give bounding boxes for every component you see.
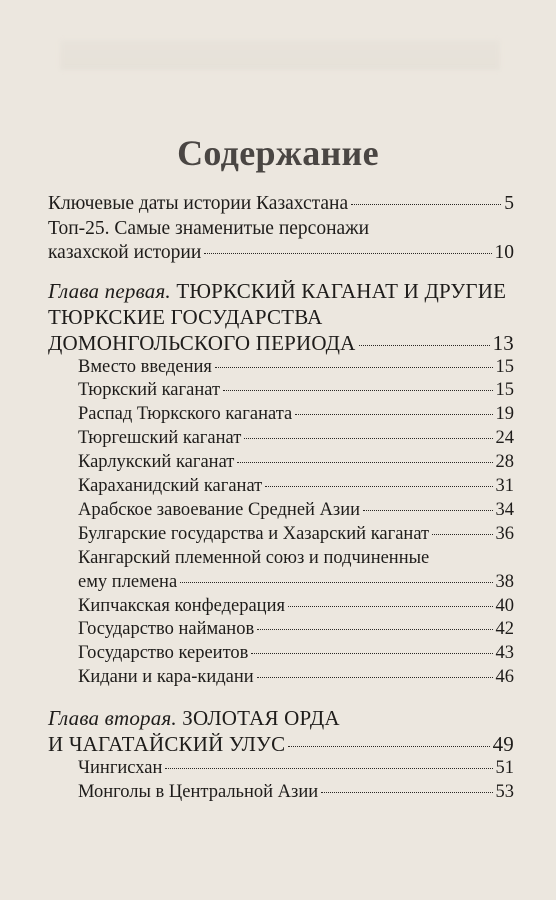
page-number: 40 [495,595,514,616]
page-number: 15 [495,380,514,401]
page-number: 51 [495,758,514,779]
toc-section-text: Тюркский каганат [78,380,221,401]
dot-leader [180,582,492,583]
toc-entry-key-dates[interactable] [48,192,514,217]
dot-leader [244,438,492,439]
toc-section-text: Арабское завоевание Средней Азии [78,499,361,520]
toc-section-text: Булгарские государства и Хазарский каганат [78,523,430,544]
toc-entry-chapter1[interactable] [48,330,514,356]
dot-leader [204,253,491,254]
page-number: 49 [492,732,514,757]
chapter1-title-line3: ДОМОНГОЛЬСКОГО ПЕРИОДА [48,330,356,355]
toc-section[interactable] [48,595,514,619]
toc-section[interactable] [48,356,514,380]
toc-entry-chapter2[interactable] [48,731,514,757]
page-number: 10 [494,242,514,263]
chapter1-title-line1: ТЮРКСКИЙ КАГАНАТ И ДРУГИЕ [170,278,507,303]
toc-section[interactable] [48,427,514,451]
toc-section-text: Кипчакская конфедерация [78,595,285,616]
toc-section-text: Государство кереитов [78,643,249,664]
toc-section[interactable] [48,475,514,499]
toc-section-text: Государство найманов [78,619,255,640]
dot-leader [165,768,492,769]
toc-entry-text: казахской истории [48,242,202,263]
chapter1-heading-line1[interactable] [48,278,514,304]
page-title: Содержание [177,133,379,173]
page-number: 36 [495,523,514,544]
toc-section-text: Тюргешский каганат [78,428,242,449]
toc-section-text: Кидани и кара-кидани [78,667,254,688]
toc-entry-top25-line1[interactable]: Топ-25. Самые знаменитые персонажи [48,217,370,239]
dot-leader [257,629,492,630]
dot-leader [251,653,492,654]
page-number: 19 [495,404,514,425]
dot-leader [321,792,492,793]
toc-section-text: Монголы в Центральной Азии [78,782,319,803]
chapter1-title-line2[interactable]: ТЮРКСКИЕ ГОСУДАРСТВА [48,304,323,329]
toc-section-text: ему племена [78,571,178,592]
toc-section[interactable] [48,642,514,666]
toc-section-text: Карлукский каганат [78,452,235,473]
dot-leader [363,510,492,511]
chapter2-label: Глава вторая. [48,706,177,731]
toc-section[interactable] [48,451,514,475]
dot-leader [288,606,493,607]
page-number: 53 [495,782,514,803]
dot-leader [359,345,490,346]
page-number: 46 [495,667,514,688]
page-number: 24 [495,428,514,449]
page-number: 43 [495,643,514,664]
dot-leader [432,534,492,535]
toc-section-text: Караханидский каганат [78,476,263,497]
bleed-through-text [60,40,500,70]
toc-section[interactable] [48,757,514,781]
page-number: 34 [495,499,514,520]
dot-leader [215,367,493,368]
toc-section-text: Вместо введения [78,356,212,377]
toc-section[interactable] [48,379,514,403]
dot-leader [295,414,492,415]
page-number: 38 [495,571,514,592]
dot-leader [237,462,492,463]
dot-leader [351,204,501,205]
toc-section[interactable] [48,403,514,427]
chapter2-title-line2: И ЧАГАТАЙСКИЙ УЛУС [48,732,286,757]
toc-section[interactable] [48,666,514,690]
page-number: 42 [495,619,514,640]
page-number: 31 [495,476,514,497]
dot-leader [223,390,492,391]
page-number: 15 [495,356,514,377]
dot-leader [288,746,489,747]
toc-section-kangar-line1[interactable]: Кангарский племенной союз и подчиненные [78,547,430,568]
toc-section[interactable] [48,618,514,642]
toc-entry-text: Ключевые даты истории Казахстана [48,193,349,214]
table-of-contents [48,192,514,805]
chapter2-heading-line1[interactable] [48,705,514,731]
toc-section[interactable] [48,781,514,805]
page-number: 13 [492,330,514,355]
toc-section[interactable] [48,523,514,547]
toc-section[interactable] [48,571,514,595]
page-number: 28 [495,452,514,473]
chapter1-label: Глава первая. [48,278,171,303]
toc-section-text: Чингисхан [78,758,163,779]
toc-section-text: Распад Тюркского каганата [78,404,293,425]
toc-section[interactable] [48,499,514,523]
toc-entry-top25[interactable] [48,241,514,266]
dot-leader [265,486,492,487]
chapter2-title-line1: ЗОЛОТАЯ ОРДА [176,706,340,731]
dot-leader [257,677,493,678]
page-number: 5 [504,193,514,214]
